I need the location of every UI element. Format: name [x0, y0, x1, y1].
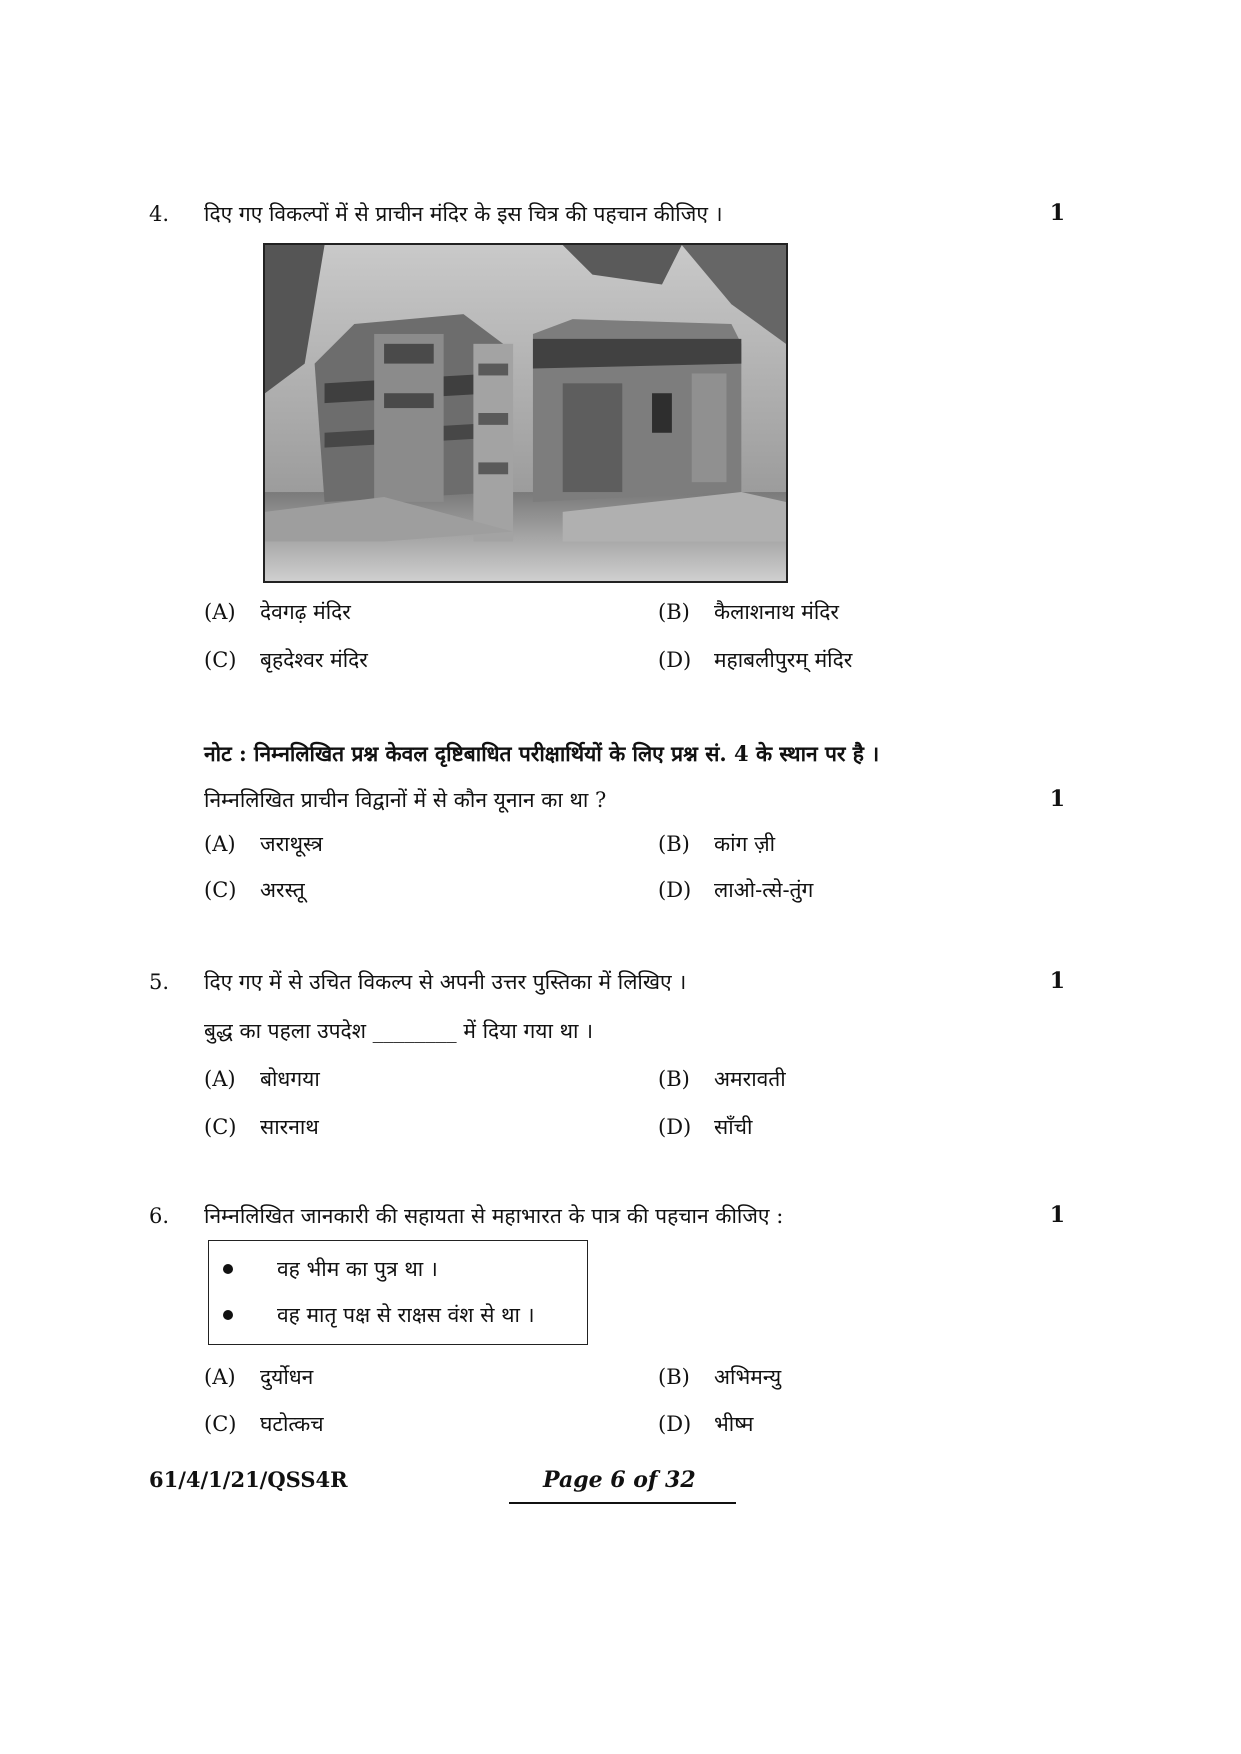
- option-text: साँची: [714, 1115, 753, 1139]
- q5-marks: 1: [1049, 968, 1065, 994]
- option-letter: (A): [204, 832, 236, 856]
- option-text: अरस्तू: [260, 878, 305, 902]
- q4-alt-text: निम्नलिखित प्राचीन विद्वानों में से कौन यूनान का था ?: [204, 788, 607, 812]
- option-letter: (D): [658, 648, 692, 672]
- note-visually-impaired: नोट : निम्नलिखित प्रश्न केवल दृष्टिबाधित परीक्षार्थियों के लिए प्रश्न सं. 4 के स्थान पर है ।: [204, 741, 880, 766]
- q6-option-d: [658, 1410, 753, 1438]
- option-text: कांग ज़ी: [714, 832, 776, 856]
- q5-option-c: [204, 1113, 319, 1141]
- q4-alt-option-c: [204, 876, 305, 904]
- clue-text: वह भीम का पुत्र था ।: [277, 1257, 438, 1281]
- option-text: भीष्म: [714, 1412, 754, 1436]
- q4-alt-option-b: [658, 830, 775, 858]
- q4-option-a: [204, 598, 351, 626]
- q4-option-c: [204, 646, 368, 674]
- bullet-icon: [223, 1264, 233, 1274]
- q6-clue-box: [208, 1240, 588, 1345]
- page-number: Page 6 of 32: [543, 1467, 696, 1493]
- option-letter: (A): [204, 600, 236, 624]
- option-text: अमरावती: [714, 1067, 786, 1091]
- option-letter: (A): [204, 1067, 236, 1091]
- clue-item: [223, 1301, 535, 1329]
- q4-option-b: [658, 598, 839, 626]
- clue-item: [223, 1255, 438, 1283]
- q5-number: 5.: [149, 970, 170, 994]
- option-text: बृहदेश्वर मंदिर: [260, 648, 368, 672]
- q4-alt-marks: 1: [1049, 786, 1065, 812]
- temple-illustration: [265, 245, 786, 581]
- paper-code: 61/4/1/21/QSS4R: [149, 1467, 348, 1492]
- option-text: जराथूस्त्र: [260, 832, 323, 856]
- q6-number: 6.: [149, 1204, 170, 1228]
- temple-photo: [263, 243, 788, 583]
- option-letter: (D): [658, 1412, 692, 1436]
- q4-alt-option-d: [658, 876, 813, 904]
- q4-number: 4.: [149, 202, 170, 226]
- option-letter: (B): [658, 600, 690, 624]
- option-text: कैलाशनाथ मंदिर: [714, 600, 840, 624]
- option-letter: (C): [204, 648, 237, 672]
- q5-option-b: [658, 1065, 786, 1093]
- q5-option-a: [204, 1065, 320, 1093]
- option-text: बोधगया: [260, 1067, 320, 1091]
- option-text: लाओ-त्से-तुंग: [714, 878, 814, 902]
- option-text: सारनाथ: [260, 1115, 319, 1139]
- footer-underline: [509, 1502, 736, 1504]
- option-text: घटोत्कच: [260, 1412, 324, 1436]
- q6-option-a: [204, 1363, 313, 1391]
- q6-marks: 1: [1049, 1202, 1065, 1228]
- option-letter: (C): [204, 878, 237, 902]
- bullet-icon: [223, 1310, 233, 1320]
- option-text: महाबलीपुरम् मंदिर: [714, 648, 853, 672]
- q4-text: दिए गए विकल्पों में से प्राचीन मंदिर के इस चित्र की पहचान कीजिए ।: [204, 202, 723, 226]
- option-letter: (C): [204, 1115, 237, 1139]
- q5-option-d: [658, 1113, 752, 1141]
- option-letter: (B): [658, 1067, 690, 1091]
- option-text: दुर्योधन: [260, 1365, 314, 1389]
- q5-statement: बुद्ध का पहला उपदेश ________ में दिया गया था ।: [204, 1019, 594, 1043]
- option-letter: (B): [658, 832, 690, 856]
- option-letter: (D): [658, 1115, 692, 1139]
- q4-option-d: [658, 646, 852, 674]
- q6-text: निम्नलिखित जानकारी की सहायता से महाभारत के पात्र की पहचान कीजिए :: [204, 1204, 784, 1228]
- q4-marks: 1: [1049, 200, 1065, 226]
- clue-text: वह मातृ पक्ष से राक्षस वंश से था ।: [277, 1303, 535, 1327]
- option-letter: (C): [204, 1412, 237, 1436]
- option-text: अभिमन्यु: [714, 1365, 782, 1389]
- q6-option-b: [658, 1363, 781, 1391]
- option-letter: (B): [658, 1365, 690, 1389]
- option-letter: (D): [658, 878, 692, 902]
- q4-alt-option-a: [204, 830, 323, 858]
- option-text: देवगढ़ मंदिर: [260, 600, 351, 624]
- option-letter: (A): [204, 1365, 236, 1389]
- q5-text: दिए गए में से उचित विकल्प से अपनी उत्तर पुस्तिका में लिखिए ।: [204, 970, 687, 994]
- q6-option-c: [204, 1410, 324, 1438]
